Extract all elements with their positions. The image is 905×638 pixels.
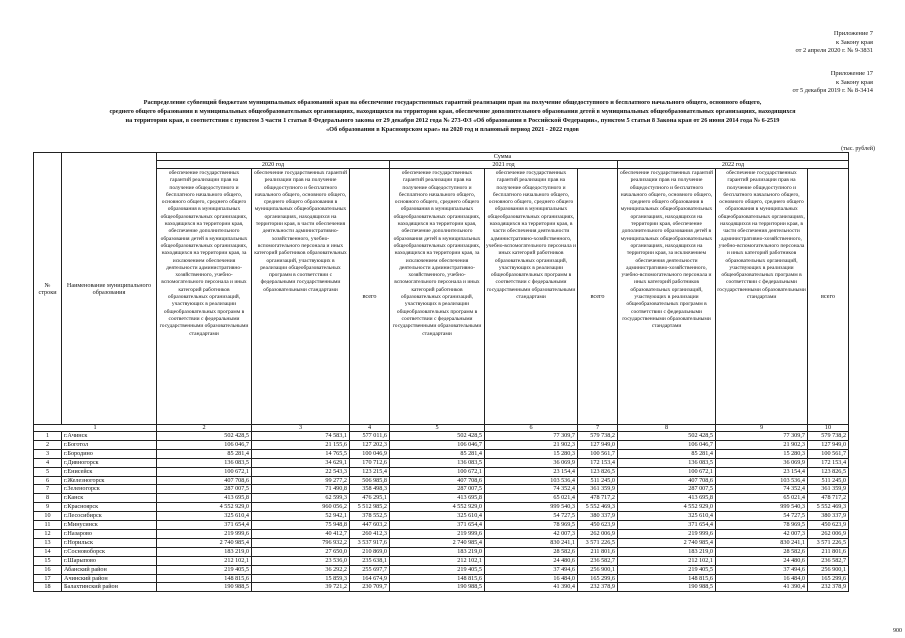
column-number-row	[34, 425, 849, 432]
subvention-table	[33, 152, 849, 592]
amount-cell: 136 083,5	[157, 458, 252, 467]
amount-cell: 71 490,8	[252, 485, 350, 494]
amount-cell: 407 708,6	[618, 476, 716, 485]
row-number-cell: 10	[34, 512, 62, 521]
amount-cell: 42 007,3	[716, 529, 808, 538]
amount-cell: 21 902,3	[716, 440, 808, 449]
amount-cell: 325 610,4	[618, 512, 716, 521]
amount-cell: 74 583,1	[252, 432, 350, 441]
amount-cell: 78 969,5	[485, 521, 578, 530]
amount-cell: 127 202,3	[350, 440, 390, 449]
table-row	[34, 503, 849, 512]
amount-cell: 136 083,5	[390, 458, 485, 467]
amount-cell: 325 610,4	[157, 512, 252, 521]
amount-cell: 78 969,5	[716, 521, 808, 530]
amount-cell: 236 582,7	[578, 556, 618, 565]
amount-cell: 579 738,2	[578, 432, 618, 441]
amount-cell: 256 900,1	[808, 565, 849, 574]
header-desc-main: обеспечение государственных гарантий реализации прав на получение общедоступного и бесплатного начального общего, основного общего, среднего общего образования в муниципальных общеобразовательных организациях, находящихся на территории края, обеспечение дополнительного образования детей в муниципальных общеобразовательных организациях, находящихся на территории края, за исключением обеспечения деятельности административно-хозяйственного, учебно-вспомогательного персонала и иных категорий работников образовательных организаций, участвующих в реализации общеобразовательных программ в соответствии с федеральными государственными образовательными стандартами	[390, 169, 485, 425]
table-row	[34, 440, 849, 449]
amount-cell: 164 674,9	[350, 574, 390, 583]
amount-cell: 325 610,4	[390, 512, 485, 521]
table-row	[34, 494, 849, 503]
amount-cell: 371 654,4	[618, 521, 716, 530]
table-row	[34, 485, 849, 494]
municipality-cell: г.Дивногорск	[62, 458, 157, 467]
amount-cell: 103 536,4	[716, 476, 808, 485]
amount-cell: 4 552 929,0	[390, 503, 485, 512]
amount-cell: 15 280,3	[485, 449, 578, 458]
table-row	[34, 547, 849, 556]
amount-cell: 407 708,6	[390, 476, 485, 485]
amount-cell: 502 428,5	[157, 432, 252, 441]
amount-cell: 41 390,4	[716, 583, 808, 592]
municipality-cell: г.Железногорск	[62, 476, 157, 485]
amount-cell: 165 299,6	[578, 574, 618, 583]
table-row	[34, 432, 849, 441]
row-number-cell: 3	[34, 449, 62, 458]
table-row	[34, 574, 849, 583]
table-body	[34, 432, 849, 592]
column-number: 7	[578, 425, 618, 432]
amount-cell: 236 582,7	[808, 556, 849, 565]
amount-cell: 358 498,3	[350, 485, 390, 494]
row-number-cell: 8	[34, 494, 62, 503]
amount-cell: 172 153,4	[808, 458, 849, 467]
amount-cell: 183 219,0	[157, 547, 252, 556]
amount-cell: 190 988,5	[390, 583, 485, 592]
amount-cell: 212 102,1	[390, 556, 485, 565]
amount-cell: 170 712,6	[350, 458, 390, 467]
municipality-cell: Ачинский район	[62, 574, 157, 583]
amount-cell: 65 021,4	[716, 494, 808, 503]
table-row	[34, 476, 849, 485]
table-row	[34, 565, 849, 574]
unit-label: (тыс. рублей)	[841, 146, 875, 152]
amount-cell: 450 623,9	[808, 521, 849, 530]
amount-cell: 219 405,5	[157, 565, 252, 574]
row-number-cell: 6	[34, 476, 62, 485]
municipality-cell: г.Бородино	[62, 449, 157, 458]
municipality-cell: г.Минусинск	[62, 521, 157, 530]
table-row	[34, 529, 849, 538]
row-number-cell: 4	[34, 458, 62, 467]
amount-cell: 14 765,5	[252, 449, 350, 458]
amount-cell: 212 102,1	[618, 556, 716, 565]
municipality-cell: Балахтинский район	[62, 583, 157, 592]
amount-cell: 22 543,3	[252, 467, 350, 476]
row-number-cell: 5	[34, 467, 62, 476]
amount-cell: 211 801,6	[578, 547, 618, 556]
municipality-cell: г.Шарыпово	[62, 556, 157, 565]
amount-cell: 123 826,5	[808, 467, 849, 476]
amount-cell: 371 654,4	[157, 521, 252, 530]
column-number: 8	[618, 425, 716, 432]
amount-cell: 478 717,2	[578, 494, 618, 503]
amount-cell: 287 007,5	[618, 485, 716, 494]
amount-cell: 190 988,5	[157, 583, 252, 592]
amount-cell: 506 985,8	[350, 476, 390, 485]
amount-cell: 136 083,5	[618, 458, 716, 467]
amount-cell: 74 352,4	[485, 485, 578, 494]
table-row	[34, 556, 849, 565]
municipality-cell: г.Зеленогорск	[62, 485, 157, 494]
header-total: всего	[808, 169, 849, 425]
document-title	[10, 98, 895, 134]
amount-cell: 15 859,3	[252, 574, 350, 583]
amount-cell: 123 826,5	[578, 467, 618, 476]
title-line: «Об образовании в Красноярском крае» на 2020 год и плановый период 2021 - 2022 годов	[326, 126, 579, 133]
amount-cell: 34 629,1	[252, 458, 350, 467]
header-row-descriptions	[34, 169, 849, 425]
header-total: всего	[578, 169, 618, 425]
amount-cell: 262 006,9	[578, 529, 618, 538]
amount-cell: 106 046,7	[390, 440, 485, 449]
amount-cell: 103 536,4	[485, 476, 578, 485]
row-number-cell: 18	[34, 583, 62, 592]
column-number: 1	[34, 425, 157, 432]
row-number-cell: 14	[34, 547, 62, 556]
amount-cell: 212 102,1	[157, 556, 252, 565]
amount-cell: 39 721,2	[252, 583, 350, 592]
amount-cell: 511 245,0	[578, 476, 618, 485]
amount-cell: 54 727,5	[716, 512, 808, 521]
amount-cell: 476 295,1	[350, 494, 390, 503]
municipality-cell: Абанский район	[62, 565, 157, 574]
amount-cell: 85 281,4	[390, 449, 485, 458]
amount-cell: 219 999,6	[390, 529, 485, 538]
amount-cell: 24 480,6	[485, 556, 578, 565]
amount-cell: 2 740 985,4	[618, 538, 716, 547]
row-number-cell: 17	[34, 574, 62, 583]
amount-cell: 3 537 917,6	[350, 538, 390, 547]
header-desc-support: обеспечение государственных гарантий реализации прав на получение общедоступного и бесплатного начального общего, основного общего, среднего общего образования в муниципальных общеобразовательных организациях, находящихся на территории края, в части обеспечения деятельности административно-хозяйственного, учебно-вспомогательного персонала и иных категорий работников образовательных организаций, участвующих в реализации общеобразовательных программ в соответствии с федеральными государственными образовательными стандартами	[485, 169, 578, 425]
header-total: всего	[350, 169, 390, 425]
amount-cell: 172 153,4	[578, 458, 618, 467]
appendix-17-line: от 5 декабря 2019 г. № 8-3414	[792, 87, 873, 95]
amount-cell: 960 056,2	[252, 503, 350, 512]
amount-cell: 106 046,7	[157, 440, 252, 449]
amount-cell: 100 561,7	[808, 449, 849, 458]
amount-cell: 127 949,0	[578, 440, 618, 449]
amount-cell: 830 241,1	[716, 538, 808, 547]
amount-cell: 123 215,4	[350, 467, 390, 476]
amount-cell: 23 154,4	[716, 467, 808, 476]
amount-cell: 579 738,2	[808, 432, 849, 441]
amount-cell: 502 428,5	[618, 432, 716, 441]
amount-cell: 378 552,5	[350, 512, 390, 521]
table-row	[34, 538, 849, 547]
row-number-cell: 13	[34, 538, 62, 547]
table-row	[34, 512, 849, 521]
amount-cell: 262 006,9	[808, 529, 849, 538]
amount-cell: 15 280,3	[716, 449, 808, 458]
amount-cell: 23 536,0	[252, 556, 350, 565]
amount-cell: 85 281,4	[157, 449, 252, 458]
amount-cell: 165 299,6	[808, 574, 849, 583]
amount-cell: 230 709,7	[350, 583, 390, 592]
municipality-cell: г.Лесосибирск	[62, 512, 157, 521]
amount-cell: 407 708,6	[157, 476, 252, 485]
amount-cell: 24 480,6	[716, 556, 808, 565]
amount-cell: 75 948,8	[252, 521, 350, 530]
amount-cell: 4 552 929,0	[618, 503, 716, 512]
appendix-17-line: к Закону края	[835, 78, 873, 86]
column-number: 9	[716, 425, 808, 432]
amount-cell: 796 932,2	[252, 538, 350, 547]
table-row	[34, 449, 849, 458]
amount-cell: 37 494,6	[716, 565, 808, 574]
amount-cell: 5 512 985,2	[350, 503, 390, 512]
amount-cell: 219 405,5	[618, 565, 716, 574]
amount-cell: 99 277,2	[252, 476, 350, 485]
appendix-17-block	[793, 70, 873, 96]
header-row-number: № строки	[34, 153, 62, 425]
amount-cell: 41 390,4	[485, 583, 578, 592]
amount-cell: 27 650,0	[252, 547, 350, 556]
amount-cell: 413 695,8	[618, 494, 716, 503]
municipality-cell: г.Ачинск	[62, 432, 157, 441]
amount-cell: 260 412,3	[350, 529, 390, 538]
row-number-cell: 9	[34, 503, 62, 512]
amount-cell: 23 154,4	[485, 467, 578, 476]
amount-cell: 210 869,0	[350, 547, 390, 556]
column-number: 2	[157, 425, 252, 432]
municipality-cell: г.Енисейск	[62, 467, 157, 476]
row-number-cell: 1	[34, 432, 62, 441]
appendix-7-block	[796, 30, 874, 56]
header-year-2021: 2021 год	[390, 161, 618, 169]
header-row-years	[34, 161, 849, 169]
header-desc-support: обеспечение государственных гарантий реализации прав на получение общедоступного и бесплатного начального общего, основного общего, среднего общего образования в муниципальных общеобразовательных организациях, находящихся на территории края, в части обеспечения деятельности административно-хозяйственного, учебно-вспомогательного персонала и иных категорий работников образовательных организаций, участвующих в реализации общеобразовательных программ в соответствии с федеральными государственными образовательными стандартами	[252, 169, 350, 425]
column-number: 10	[808, 425, 849, 432]
amount-cell: 65 021,4	[485, 494, 578, 503]
amount-cell: 371 654,4	[390, 521, 485, 530]
amount-cell: 235 638,1	[350, 556, 390, 565]
table-row	[34, 521, 849, 530]
amount-cell: 16 484,0	[485, 574, 578, 583]
header-desc-main: обеспечение государственных гарантий реализации прав на получение общедоступного и бесплатного начального общего, основного общего, среднего общего образования в муниципальных общеобразовательных организациях, находящихся на территории края, обеспечение дополнительного образования детей в муниципальных общеобразовательных организациях, находящихся на территории края, за исключением обеспечения деятельности административно-хозяйственного, учебно-вспомогательного персонала и иных категорий работников образовательных организаций, участвующих в реализации общеобразовательных программ в соответствии с федеральными государственными образовательными стандартами	[157, 169, 252, 425]
amount-cell: 211 801,6	[808, 547, 849, 556]
amount-cell: 287 007,5	[157, 485, 252, 494]
appendix-7-line: к Закону края	[835, 38, 873, 46]
amount-cell: 5 552 469,3	[808, 503, 849, 512]
header-year-2020: 2020 год	[157, 161, 390, 169]
amount-cell: 2 740 985,4	[157, 538, 252, 547]
amount-cell: 413 695,8	[157, 494, 252, 503]
appendix-7-line: Приложение 7	[833, 30, 873, 37]
amount-cell: 219 999,6	[157, 529, 252, 538]
header-year-2022: 2022 год	[618, 161, 849, 169]
header-municipality: Наименование муниципального образования	[62, 153, 157, 425]
amount-cell: 36 069,9	[716, 458, 808, 467]
column-number: 3	[252, 425, 350, 432]
amount-cell: 5 552 469,3	[578, 503, 618, 512]
row-number-cell: 7	[34, 485, 62, 494]
amount-cell: 999 540,3	[485, 503, 578, 512]
amount-cell: 100 672,1	[157, 467, 252, 476]
amount-cell: 380 337,9	[578, 512, 618, 521]
title-line: Распределение субвенций бюджетам муниципальных образований края на обеспечение государственных гарантий реализации прав на получение общедоступного и бесплатного начального общего, основного общего,	[143, 99, 762, 106]
amount-cell: 361 359,9	[578, 485, 618, 494]
municipality-cell: г.Боготол	[62, 440, 157, 449]
amount-cell: 62 599,3	[252, 494, 350, 503]
row-number-cell: 16	[34, 565, 62, 574]
municipality-cell: г.Канск	[62, 494, 157, 503]
row-number-cell: 15	[34, 556, 62, 565]
amount-cell: 77 309,7	[716, 432, 808, 441]
header-row-sum	[34, 153, 849, 161]
amount-cell: 219 405,5	[390, 565, 485, 574]
column-number: 6	[485, 425, 578, 432]
amount-cell: 232 378,9	[578, 583, 618, 592]
amount-cell: 36 292,2	[252, 565, 350, 574]
amount-cell: 478 717,2	[808, 494, 849, 503]
header-desc-support: обеспечение государственных гарантий реализации прав на получение общедоступного и бесплатного начального общего, основного общего, среднего общего образования в муниципальных общеобразовательных организациях, находящихся на территории края, в части обеспечения деятельности административно-хозяйственного, учебно-вспомогательного персонала и иных категорий работников образовательных организаций, участвующих в реализации общеобразовательных программ в соответствии с федеральными государственными образовательными стандартами	[716, 169, 808, 425]
amount-cell: 380 337,9	[808, 512, 849, 521]
amount-cell: 3 571 226,5	[578, 538, 618, 547]
amount-cell: 148 815,6	[390, 574, 485, 583]
amount-cell: 3 571 226,5	[808, 538, 849, 547]
amount-cell: 450 623,9	[578, 521, 618, 530]
amount-cell: 77 309,7	[485, 432, 578, 441]
amount-cell: 577 011,6	[350, 432, 390, 441]
amount-cell: 42 007,3	[485, 529, 578, 538]
column-number: 5	[390, 425, 485, 432]
amount-cell: 502 428,5	[390, 432, 485, 441]
header-desc-main: обеспечение государственных гарантий реализации прав на получение общедоступного и бесплатного начального общего, основного общего, среднего общего образования в муниципальных общеобразовательных организациях, находящихся на территории края, обеспечение дополнительного образования детей в муниципальных общеобразовательных организациях, находящихся на территории края, за исключением обеспечения деятельности административно-хозяйственного, учебно-вспомогательного персонала и иных категорий работников образовательных организаций, участвующих в реализации общеобразовательных программ в соответствии с федеральными государственными образовательными стандартами	[618, 169, 716, 425]
municipality-cell: г.Красноярск	[62, 503, 157, 512]
municipality-cell: г.Норильск	[62, 538, 157, 547]
amount-cell: 447 603,2	[350, 521, 390, 530]
amount-cell: 16 484,0	[716, 574, 808, 583]
amount-cell: 127 949,0	[808, 440, 849, 449]
table-row	[34, 458, 849, 467]
municipality-cell: г.Сосновоборск	[62, 547, 157, 556]
amount-cell: 148 815,6	[618, 574, 716, 583]
table-row	[34, 467, 849, 476]
amount-cell: 999 540,3	[716, 503, 808, 512]
amount-cell: 54 727,5	[485, 512, 578, 521]
column-number: 4	[350, 425, 390, 432]
amount-cell: 74 352,4	[716, 485, 808, 494]
row-number-cell: 12	[34, 529, 62, 538]
amount-cell: 256 900,1	[578, 565, 618, 574]
amount-cell: 511 245,0	[808, 476, 849, 485]
amount-cell: 190 988,5	[618, 583, 716, 592]
amount-cell: 2 740 985,4	[390, 538, 485, 547]
amount-cell: 361 359,9	[808, 485, 849, 494]
amount-cell: 85 281,4	[618, 449, 716, 458]
amount-cell: 100 672,1	[390, 467, 485, 476]
amount-cell: 830 241,1	[485, 538, 578, 547]
municipality-cell: г.Назарово	[62, 529, 157, 538]
amount-cell: 219 999,6	[618, 529, 716, 538]
amount-cell: 255 697,7	[350, 565, 390, 574]
page-number: 900	[893, 628, 902, 634]
amount-cell: 28 582,6	[485, 547, 578, 556]
amount-cell: 100 561,7	[578, 449, 618, 458]
table-row	[34, 583, 849, 592]
amount-cell: 37 494,6	[485, 565, 578, 574]
amount-cell: 21 902,3	[485, 440, 578, 449]
amount-cell: 52 942,1	[252, 512, 350, 521]
title-line: среднего общего образования в муниципальных общеобразовательных организациях, находящихся на территории края, обеспечение дополнительного образования детей в муниципальных общеобразовательных организациях, находящихся	[109, 108, 796, 115]
amount-cell: 4 552 929,0	[157, 503, 252, 512]
amount-cell: 100 672,1	[618, 467, 716, 476]
amount-cell: 36 069,9	[485, 458, 578, 467]
title-line: на территории края, в соответствии с пунктом 3 части 1 статьи 8 Федерального закона от 29 декабря 2012 года № 273-ФЗ «Об образовании в Российской Федерации», пунктом 5 статьи 8 Закона края от 26 июня 2014 года № 6-2519	[125, 117, 780, 124]
amount-cell: 413 695,8	[390, 494, 485, 503]
amount-cell: 40 412,7	[252, 529, 350, 538]
amount-cell: 287 007,5	[390, 485, 485, 494]
appendix-17-line: Приложение 17	[830, 70, 873, 77]
amount-cell: 28 582,6	[716, 547, 808, 556]
amount-cell: 21 155,6	[252, 440, 350, 449]
amount-cell: 183 219,0	[390, 547, 485, 556]
amount-cell: 100 046,9	[350, 449, 390, 458]
amount-cell: 106 046,7	[618, 440, 716, 449]
header-sum: Сумма	[157, 153, 849, 161]
row-number-cell: 2	[34, 440, 62, 449]
appendix-7-line: от 2 апреля 2020 г. № 9-3831	[795, 47, 873, 55]
amount-cell: 148 815,6	[157, 574, 252, 583]
amount-cell: 232 378,9	[808, 583, 849, 592]
amount-cell: 183 219,0	[618, 547, 716, 556]
row-number-cell: 11	[34, 521, 62, 530]
